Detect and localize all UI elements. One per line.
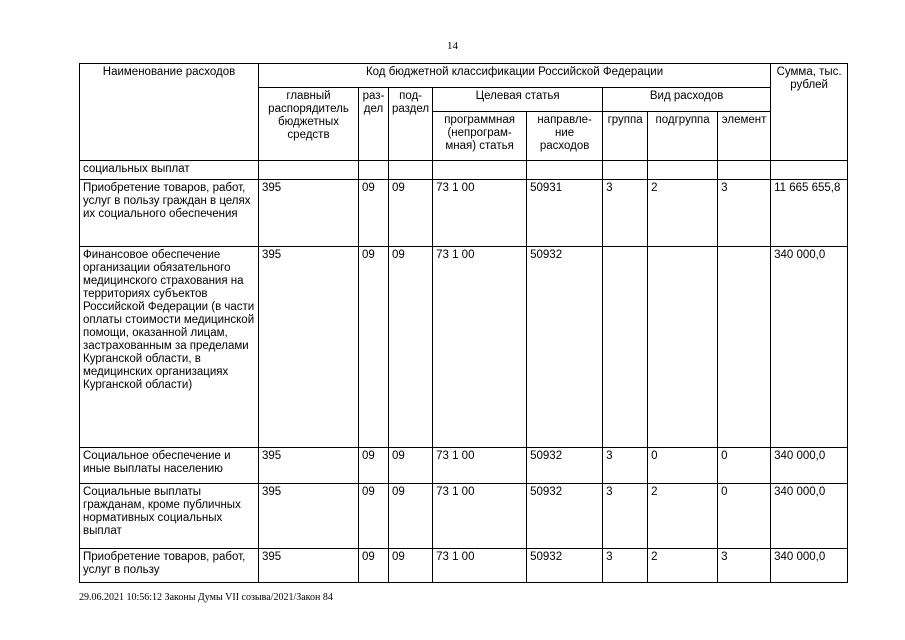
cell-section: 09 xyxy=(359,549,389,583)
table-row xyxy=(80,247,848,448)
cell-section xyxy=(359,161,389,180)
cell-main-manager: 395 xyxy=(259,484,359,549)
cell-subgroup: 0 xyxy=(648,448,718,484)
cell-group: 3 xyxy=(603,180,648,247)
cell-subgroup: 2 xyxy=(648,484,718,549)
cell-program-article: 73 1 00 xyxy=(433,180,527,247)
cell-group: 3 xyxy=(603,549,648,583)
cell-sum: 340 000,0 xyxy=(771,247,848,448)
header-group: группа xyxy=(603,112,648,161)
cell-main-manager: 395 xyxy=(259,180,359,247)
cell-program-article: 73 1 00 xyxy=(433,484,527,549)
cell-program-article: 73 1 00 xyxy=(433,448,527,484)
cell-sum: 340 000,0 xyxy=(771,448,848,484)
header-main-manager: главный распорядитель бюджетных средств xyxy=(259,88,359,161)
cell-group xyxy=(603,247,648,448)
cell-group: 3 xyxy=(603,484,648,549)
cell-name: Социальное обеспечение и иные выплаты населению xyxy=(80,448,259,484)
cell-element xyxy=(718,247,771,448)
cell-main-manager: 395 xyxy=(259,448,359,484)
page-number: 14 xyxy=(447,40,458,52)
header-subsection: под-раздел xyxy=(389,88,433,161)
cell-subsection: 09 xyxy=(389,484,433,549)
cell-sum: 11 665 655,8 xyxy=(771,180,848,247)
header-kbk: Код бюджетной классификации Российской Федерации xyxy=(259,64,771,88)
cell-main-manager: 395 xyxy=(259,549,359,583)
table-row xyxy=(80,448,848,484)
cell-subgroup xyxy=(648,161,718,180)
cell-subsection: 09 xyxy=(389,448,433,484)
header-name: Наименование расходов xyxy=(80,64,259,161)
table-row xyxy=(80,484,848,549)
cell-program-article xyxy=(433,161,527,180)
cell-program-article: 73 1 00 xyxy=(433,549,527,583)
footer-stamp: 29.06.2021 10:56:12 Законы Думы VII созыва/2021/Закон 84 xyxy=(79,592,333,603)
cell-section: 09 xyxy=(359,247,389,448)
cell-direction: 50932 xyxy=(527,448,603,484)
cell-group: 3 xyxy=(603,448,648,484)
header-row-1 xyxy=(80,64,848,88)
cell-sum xyxy=(771,161,848,180)
header-sum: Сумма, тыс. рублей xyxy=(771,64,848,161)
cell-section: 09 xyxy=(359,448,389,484)
cell-group xyxy=(603,161,648,180)
cell-element xyxy=(718,161,771,180)
cell-sum: 340 000,0 xyxy=(771,549,848,583)
budget-table xyxy=(79,63,848,583)
cell-subgroup xyxy=(648,247,718,448)
cell-name: социальных выплат xyxy=(80,161,259,180)
header-subgroup: подгруппа xyxy=(648,112,718,161)
header-program-article: программная (непрограм-мная) статья xyxy=(433,112,527,161)
cell-main-manager xyxy=(259,161,359,180)
cell-name: Финансовое обеспечение организации обязательного медицинского страхования на территориях субъектов Российской Федерации (в части оплаты стоимости медицинской помощи, оказанной лицам, застрахованным за пределами Курганской области, в медицинских организациях Курганской области) xyxy=(80,247,259,448)
cell-element: 3 xyxy=(718,549,771,583)
cell-section: 09 xyxy=(359,180,389,247)
header-element: элемент xyxy=(718,112,771,161)
cell-name: Социальные выплаты гражданам, кроме публичных нормативных социальных выплат xyxy=(80,484,259,549)
cell-section: 09 xyxy=(359,484,389,549)
table-row xyxy=(80,161,848,180)
cell-subsection: 09 xyxy=(389,247,433,448)
cell-direction: 50932 xyxy=(527,247,603,448)
header-section: раз-дел xyxy=(359,88,389,161)
cell-sum: 340 000,0 xyxy=(771,484,848,549)
cell-name: Приобретение товаров, работ, услуг в пользу граждан в целях их социального обеспечения xyxy=(80,180,259,247)
cell-main-manager: 395 xyxy=(259,247,359,448)
cell-element: 0 xyxy=(718,448,771,484)
header-target-article: Целевая статья xyxy=(433,88,603,112)
cell-program-article: 73 1 00 xyxy=(433,247,527,448)
cell-subsection: 09 xyxy=(389,549,433,583)
cell-direction: 50932 xyxy=(527,549,603,583)
header-direction: направле-ние расходов xyxy=(527,112,603,161)
cell-direction: 50931 xyxy=(527,180,603,247)
header-expense-type: Вид расходов xyxy=(603,88,771,112)
cell-element: 0 xyxy=(718,484,771,549)
cell-name: Приобретение товаров, работ, услуг в пользу xyxy=(80,549,259,583)
cell-direction: 50932 xyxy=(527,484,603,549)
cell-element: 3 xyxy=(718,180,771,247)
table-row xyxy=(80,180,848,247)
table-row xyxy=(80,549,848,583)
cell-subsection: 09 xyxy=(389,180,433,247)
cell-subgroup: 2 xyxy=(648,180,718,247)
cell-subgroup: 2 xyxy=(648,549,718,583)
cell-subsection xyxy=(389,161,433,180)
cell-direction xyxy=(527,161,603,180)
